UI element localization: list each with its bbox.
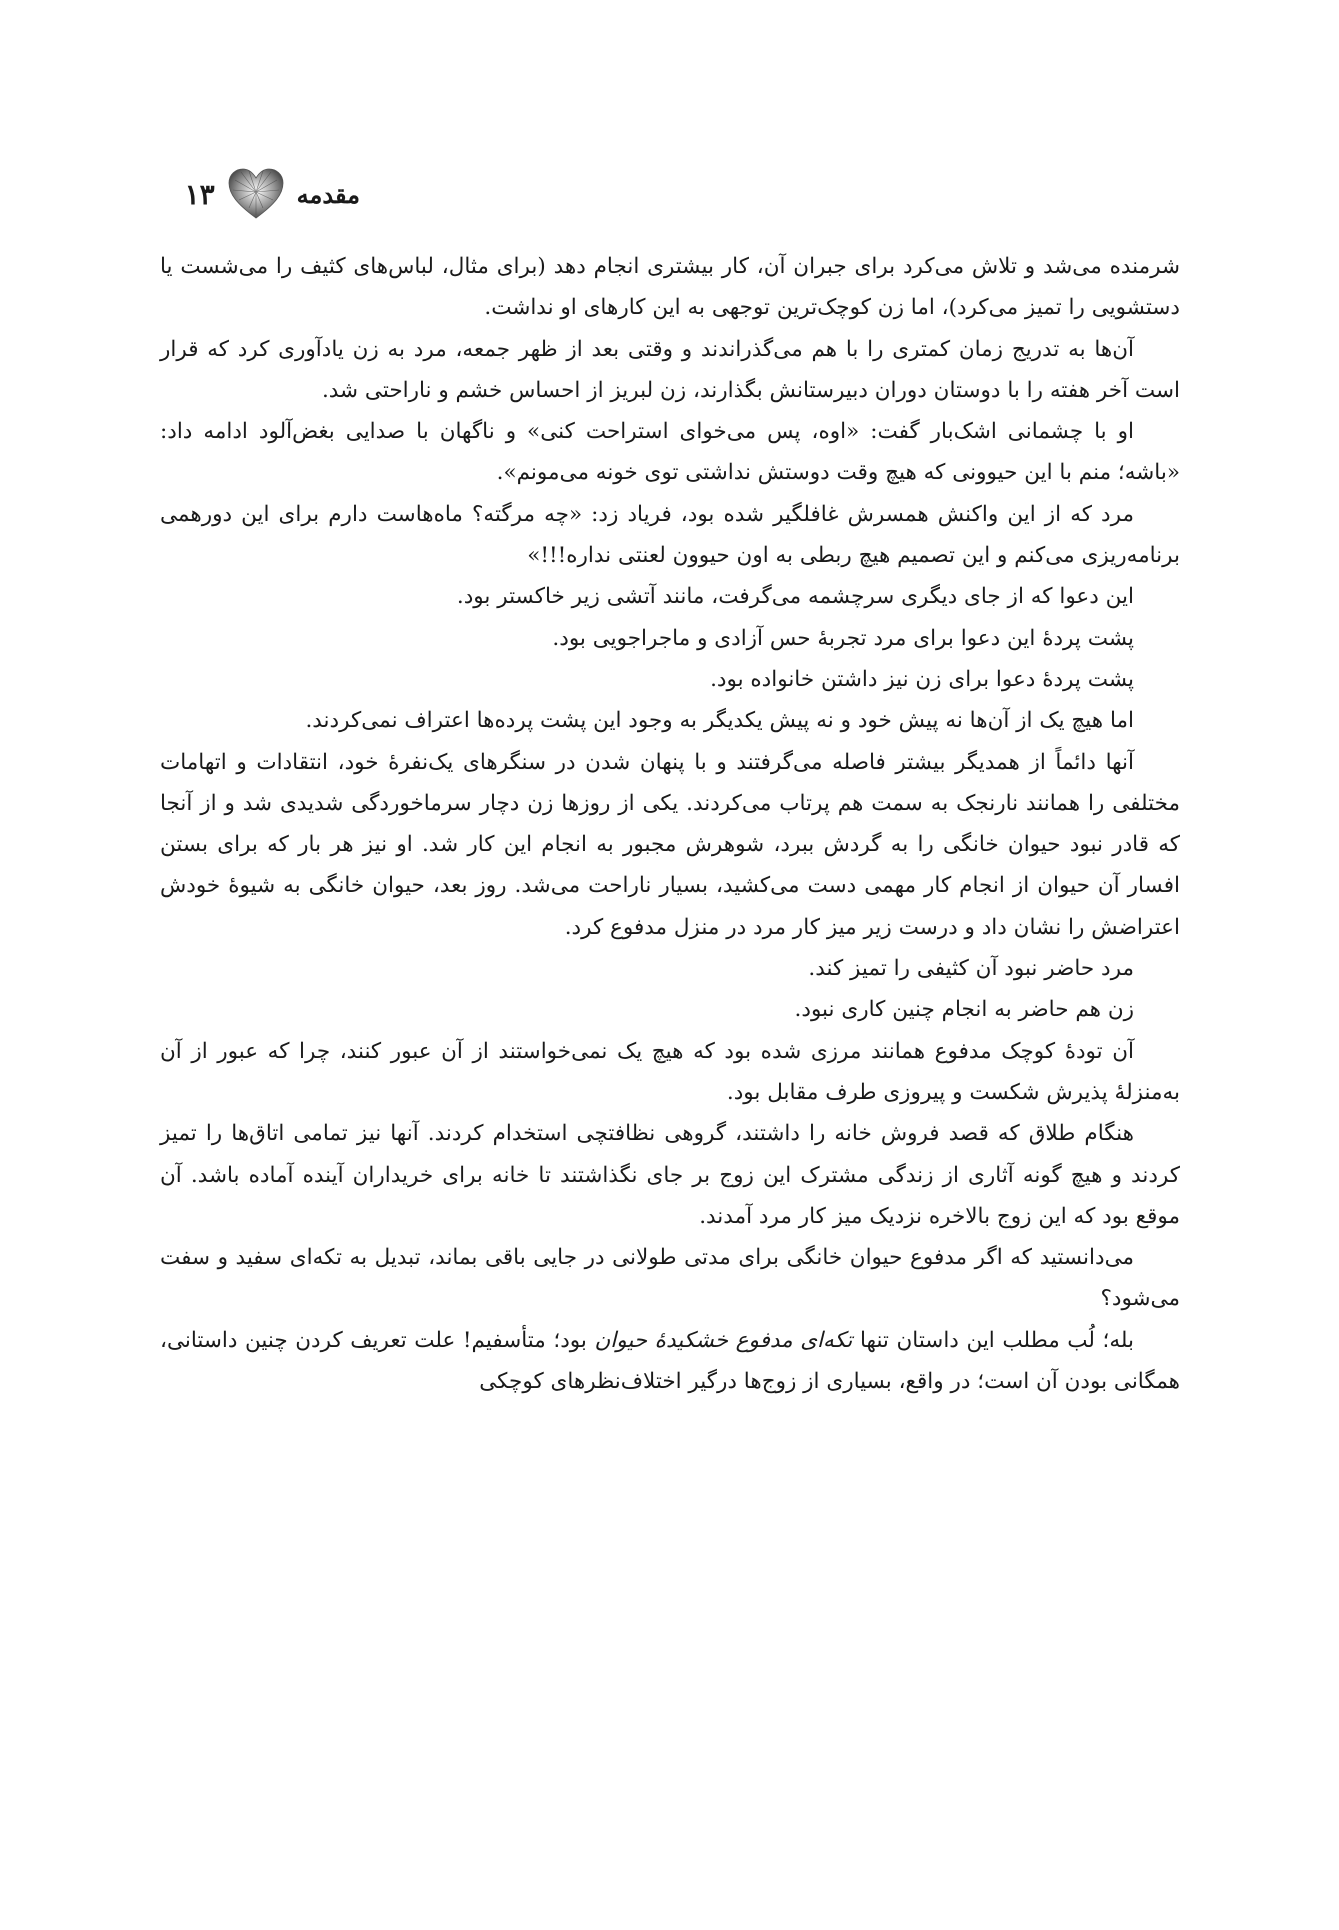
paragraph-8: اما هیچ یک از آن‌ها نه پیش خود و نه پیش یکدیگر به وجود این پشت پرده‌ها اعتراف نمی‌کردند. (305, 708, 1134, 734)
paragraph-1: شرمنده می‌شد و تلاش می‌کرد برای جبران آن، کار بیشتری انجام دهد (برای مثال، لباس‌های کثیف را می‌شست یا دستشویی را تمیز می‌کرد)، اما زن کوچک‌ترین توجهی به این کارهای او نداشت. (160, 254, 1180, 321)
section-title: مقدمه (296, 179, 360, 209)
heart-ornament-icon (227, 168, 285, 220)
page-header (150, 168, 360, 220)
paragraph-9: آنها دائماً از همدیگر بیشتر فاصله می‌گرفتند و با پنهان شدن در سنگرهای یک‌نفرهٔ خود، انتقادات و اتهامات مختلفی را همانند نارنجک به سمت هم پرتاب می‌کردند. یکی از روزها زن دچار سرماخوردگی شدیدی شد و از آنجا که قادر نبود حیوان خانگی را به گردش ببرد، شوهرش مجبور به انجام این کار شد. او نیز هر بار که برای بستن افسار آن حیوان از انجام کار مهمی دست می‌کشید، بسیار ناراحت می‌شد. روز بعد، حیوان خانگی به شیوهٔ خودش اعتراضش را نشان داد و درست زیر میز کار مرد در منزل مدفوع کرد. (160, 749, 1180, 940)
paragraph-14: می‌دانستید که اگر مدفوع حیوان خانگی برای مدتی طولانی در جایی باقی بماند، تبدیل به تکه‌ای سفید و سفت می‌شود؟ (160, 1245, 1180, 1312)
emphasized-phrase: تکه‌ای مدفوع خشکیدهٔ حیوان (594, 1327, 853, 1353)
paragraph-15 (160, 1320, 1180, 1403)
paragraph-5: این دعوا که از جای دیگری سرچشمه می‌گرفت، مانند آتشی زیر خاکستر بود. (456, 584, 1134, 610)
paragraph-15-start: بله؛ لُب مطلب این داستان تنها (852, 1327, 1134, 1353)
paragraph-2: آن‌ها به تدریج زمان کمتری را با هم می‌گذراندند و وقتی بعد از ظهر جمعه، مرد به زن یادآوری کرد که قرار است آخر هفته را با دوستان دوران دبیرستانش بگذارند، زن لبریز از احساس خشم و ناراحتی شد. (160, 336, 1180, 403)
paragraph-13: هنگام طلاق که قصد فروش خانه را داشتند، گروهی نظافتچی استخدام کردند. آنها نیز تمامی اتاق‌ها را تمیز کردند و هیچ گونه آثاری از زندگی مشترک این زوج بر جای نگذاشتند تا خانه برای خریداران آینده آماده باشد. آن موقع بود که این زوج بالاخره نزدیک میز کار مرد آمدند. (160, 1121, 1180, 1229)
body-text (160, 246, 1180, 1402)
paragraph-11: زن هم حاضر به انجام چنین کاری نبود. (794, 997, 1134, 1023)
paragraph-15-end: بود؛ متأسفیم! علت تعریف کردن چنین داستانی، همگانی بودن آن است؛ در واقع، بسیاری از زوج‌ها درگیر اختلاف‌نظرهای کوچکی (160, 1327, 1180, 1395)
page-number: ۱۳ (184, 177, 215, 211)
paragraph-10: مرد حاضر نبود آن کثیفی را تمیز کند. (808, 956, 1134, 982)
paragraph-4: مرد که از این واکنش همسرش غافلگیر شده بود، فریاد زد: «چه مرگته؟ ماه‌هاست دارم برای این دورهمی برنامه‌ریزی می‌کنم و این تصمیم هیچ ربطی به اون حیوون لعنتی نداره!!!» (160, 501, 1180, 569)
paragraph-7: پشت پردهٔ دعوا برای زن نیز داشتن خانواده بود. (710, 666, 1134, 692)
paragraph-6: پشت پردهٔ این دعوا برای مرد تجربهٔ حس آزادی و ماجراجویی بود. (552, 625, 1134, 651)
paragraph-3: او با چشمانی اشک‌بار گفت: «اوه، پس می‌خوای استراحت کنی» و ناگهان با صدایی بغض‌آلود ادامه داد: «باشه؛ منم با این حیوونی که هیچ وقت دوستش نداشتی توی خونه می‌مونم». (160, 419, 1180, 486)
paragraph-12: آن تودهٔ کوچک مدفوع همانند مرزی شده بود که هیچ یک نمی‌خواستند از آن عبور کنند، چرا که عبور از آن به‌منزلهٔ پذیرش شکست و پیروزی طرف مقابل بود. (160, 1038, 1180, 1105)
